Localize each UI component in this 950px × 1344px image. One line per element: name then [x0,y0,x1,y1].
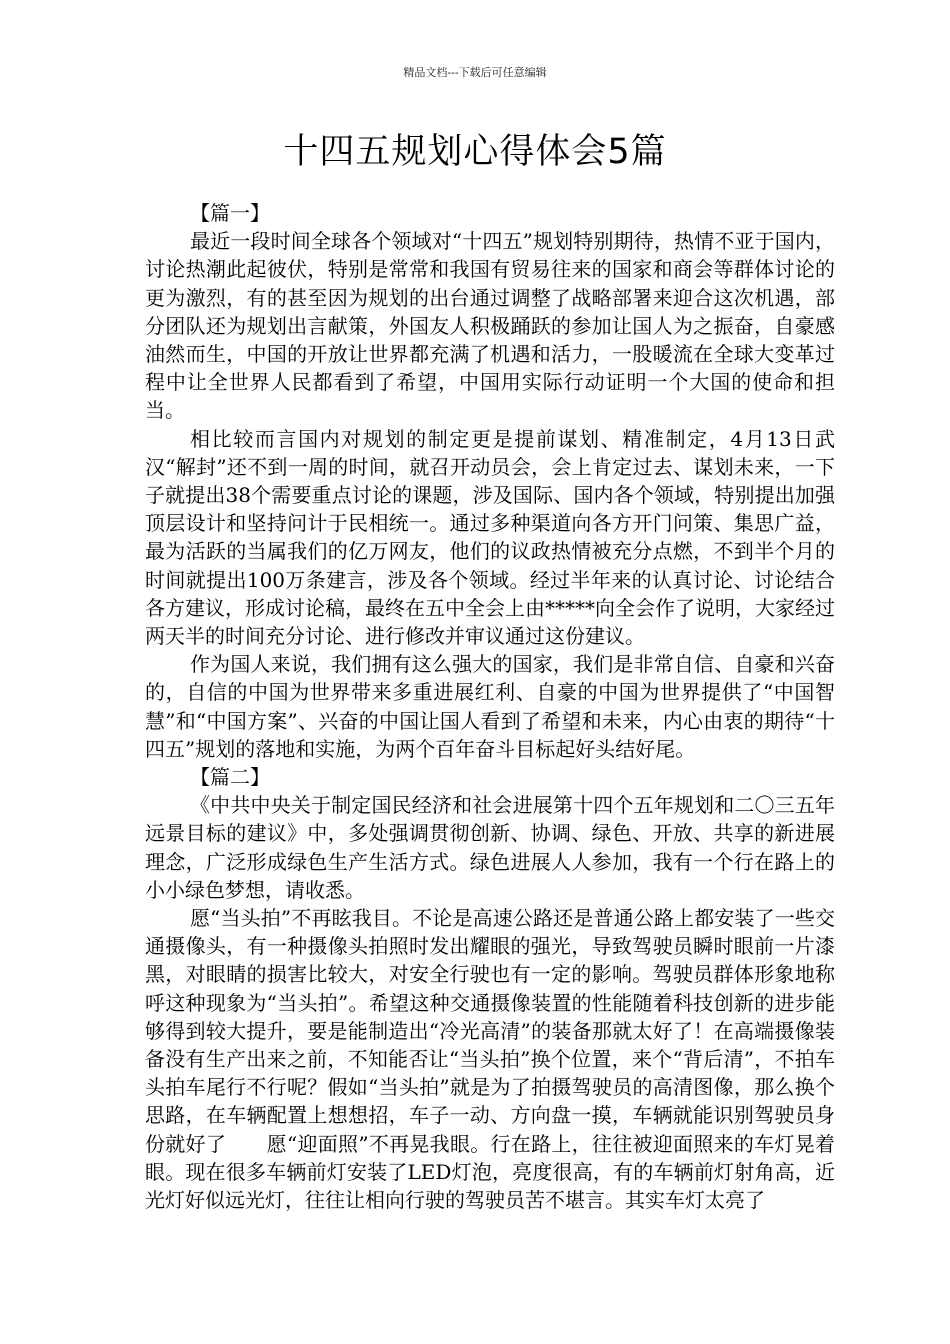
section-heading: 【篇二】 [190,765,270,790]
section-2 [145,763,835,1214]
header-note: 精品文档---下载后可任意编辑 [403,66,547,79]
document-body [145,199,835,1214]
paragraph: 相比较而言国内对规划的制定更是提前谋划、精准制定，4月13日武汉“解封”还不到一周的时间，就召开动员会，会上肯定过去、谋划未来，一下子就提出38个需要重点讨论的课题，涉及国际、国内各个领域，特别提出加强顶层设计和坚持问计于民相统一。通过多种渠道向各方开门问策、集思广益，最为活跃的当属我们的亿万网友，他们的议政热情被充分点燃，不到半个月的时间就提出100万条建言，涉及各个领域。经过半年来的认真讨论、讨论结合各方建议，形成讨论稿，最终在五中全会上由*****向全会作了说明，大家经过两天半的时间充分讨论、进行修改并审议通过这份建议。 [145,426,835,649]
paragraph: 愿“当头拍”不再眩我目。不论是高速公路还是普通公路上都安装了一些交通摄像头，有一种摄像头拍照时发出耀眼的强光，导致驾驶员瞬时眼前一片漆黑，对眼睛的损害比较大，对安全行驶也有一定的影响。驾驶员群体形象地称呼这种现象为“当头拍”。希望这种交通摄像装置的性能随着科技创新的进步能够得到较大提升，要是能制造出“冷光高清”的装备那就太好了！在高端摄像装备没有生产出来之前，不知能否让“当头拍”换个位置，来个“背后清”，不拍车头拍车尾行不行呢？假如“当头拍”就是为了拍摄驾驶员的高清图像，那么换个思路，在车辆配置上想想招，车子一动、方向盘一摸，车辆就能识别驾驶员身份就好了 愿“迎面照”不再晃我眼。行在路上，往往被迎面照来的车灯晃着眼。现在很多车辆前灯安装了LED灯泡，亮度很高，有的车辆前灯射角高，近光灯好似远光灯，往往让相向行驶的驾驶员苦不堪言。其实车灯太亮了 [145,906,835,1213]
section-heading: 【篇一】 [190,201,270,225]
section-1 [145,199,835,763]
paragraph: 《中共中央关于制定国民经济和社会进展第十四个五年规划和二〇三五年远景目标的建议》中，多处强调贯彻创新、协调、绿色、开放、共享的新进展理念，广泛形成绿色生产生活方式。绿色进展人人参加，我有一个行在路上的小小绿色梦想，请收悉。 [145,793,835,902]
paragraph: 作为国人来说，我们拥有这么强大的国家，我们是非常自信、自豪和兴奋的，自信的中国为世界带来多重进展红利、自豪的中国为世界提供了“中国智慧”和“中国方案”、兴奋的中国让国人看到了希望和未来，内心由衷的期待“十四五”规划的落地和实施，为两个百年奋斗目标起好头结好尾。 [145,652,835,761]
paragraph: 最近一段时间全球各个领域对“十四五”规划特别期待，热情不亚于国内，讨论热潮此起彼伏，特别是常常和我国有贸易往来的国家和商会等群体讨论的更为激烈，有的甚至因为规划的出台通过调整了战略部署来迎合这次机遇，部分团队还为规划出言献策，外国友人积极踊跃的参加让国人为之振奋，自豪感油然而生，中国的开放让世界都充满了机遇和活力，一股暖流在全球大变革过程中让全世界人民都看到了希望，中国用实际行动证明一个大国的使命和担当。 [145,229,835,423]
page-title: 十四五规划心得体会5篇 [283,132,667,172]
